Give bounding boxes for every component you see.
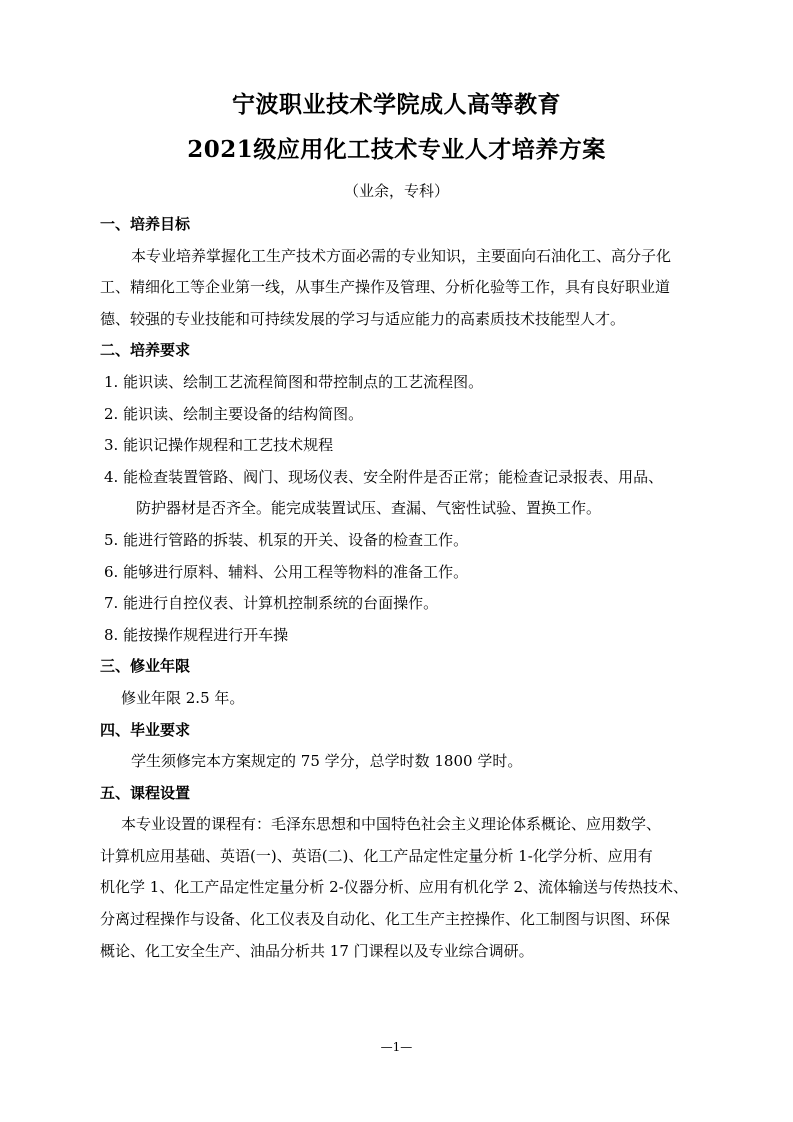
list-item: 2. 能识读、绘制主要设备的结构简图。 (104, 404, 364, 423)
document-body (100, 209, 700, 967)
paragraph-line: 概论、化工安全生产、油品分析共 17 门课程以及专业综合调研。 (100, 941, 534, 960)
list-item: 8. 能按操作规程进行开车操 (104, 625, 289, 644)
document-title-line2: 2021级应用化工技术专业人才培养方案 (187, 136, 606, 163)
section-heading: 二、培养要求 (100, 341, 191, 360)
list-item: 5. 能进行管路的拆装、机泵的开关、设备的检查工作。 (104, 530, 469, 549)
section-heading: 四、毕业要求 (100, 720, 191, 739)
list-item: 1. 能识读、绘制工艺流程简图和带控制点的工艺流程图。 (104, 372, 484, 391)
paragraph-line: 修业年限 2.5 年。 (121, 688, 245, 707)
paragraph-line: 分离过程操作与设备、化工仪表及自动化、化工生产主控操作、化工制图与识图、环保 (100, 910, 671, 929)
paragraph-line: 计算机应用基础、英语(一)、英语(二)、化工产品定性定量分析 1-化学分析、应用有 (100, 846, 653, 865)
list-item: 6. 能够进行原料、辅料、公用工程等物料的准备工作。 (104, 562, 469, 581)
section-heading: 五、课程设置 (100, 783, 191, 802)
list-item: 7. 能进行自控仪表、计算机控制系统的台面操作。 (104, 594, 439, 613)
paragraph-line: 工、精细化工等企业第一线，从事生产操作及管理、分析化验等工作，具有良好职业道 (100, 278, 671, 297)
paragraph-line: 学生须修完本方案规定的 75 学分，总学时数 1800 学时。 (131, 752, 523, 771)
list-item-continuation: 防护器材是否齐全。能完成装置试压、查漏、气密性试验、置换工作。 (136, 499, 602, 518)
section-heading: 一、培养目标 (100, 215, 191, 233)
paragraph-line: 机化学 1、化工产品定性定量分析 2-仪器分析、应用有机化学 2、流体输送与传热技术、 (100, 878, 689, 897)
paragraph-line: 本专业设置的课程有：毛泽东思想和中国特色社会主义理论体系概论、应用数学、 (121, 815, 662, 834)
section-heading: 三、修业年限 (100, 657, 191, 676)
list-item: 4. 能检查装置管路、阀门、现场仪表、安全附件是否正常；能检查记录报表、用品、 (104, 467, 664, 486)
paragraph-line: 本专业培养掌握化工生产技术方面必需的专业知识，主要面向石油化工、高分子化 (131, 246, 672, 265)
document-title-line1: 宁波职业技术学院成人高等教育 (232, 91, 561, 118)
paragraph-line: 德、较强的专业技能和可持续发展的学习与适应能力的高素质技术技能型人才。 (100, 309, 626, 328)
list-item: 3. 能识记操作规程和工艺技术规程 (104, 436, 334, 455)
document-subtitle: （业余，专科） (343, 182, 449, 200)
page-number: —1— (380, 1040, 413, 1054)
